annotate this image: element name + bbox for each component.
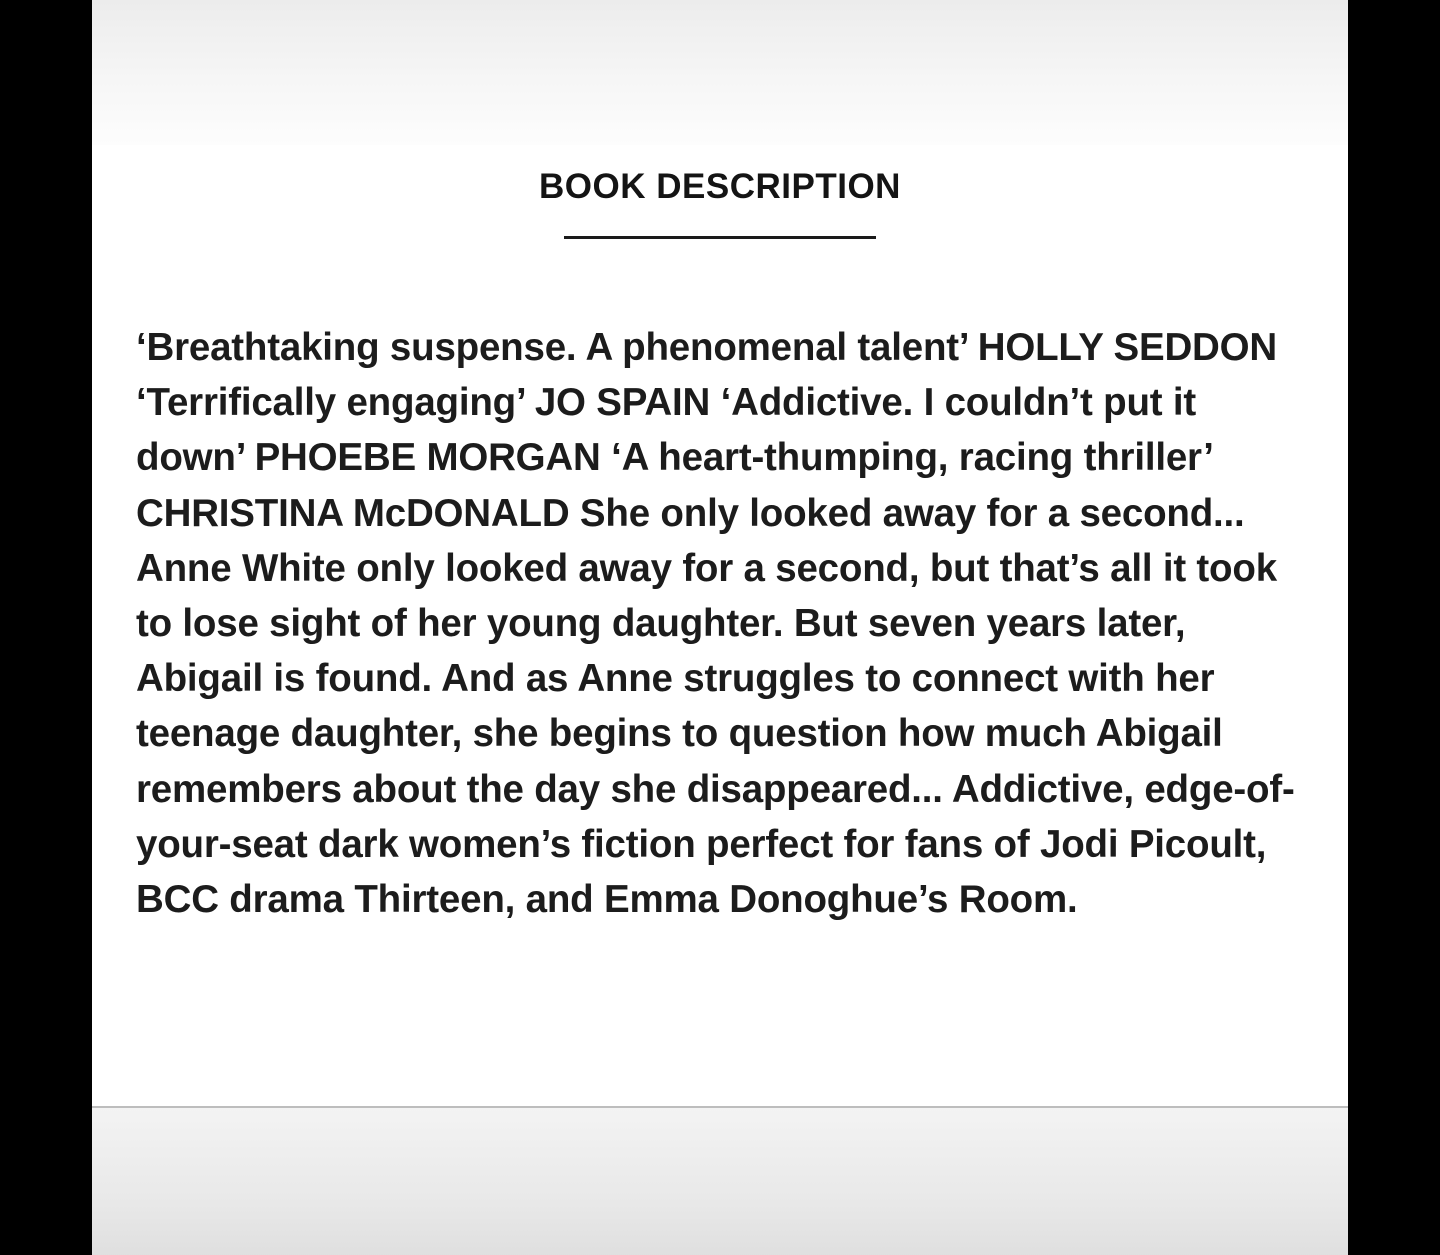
bottom-bar [92,1106,1348,1255]
section-title: BOOK DESCRIPTION [539,167,901,206]
book-description-text: ‘Breathtaking suspense. A phenomenal talent’ HOLLY SEDDON ‘Terrifically engaging’ JO SPAIN ‘Addictive. I couldn’t put it down’ PHOEBE MORGAN ‘A heart-thumping, racing thriller’ CHRISTINA McDONALD She only looked away for a second... Anne White only looked away for a second, but that’s all it took to lose sight of her young daughter. But seven years later, Abigail is found. And as Anne struggles to connect with her teenage daughter, she begins to question how much Abigail remembers about the day she disappeared... Addictive, edge-of-your-seat dark women’s fiction perfect for fans of Jodi Picoult, BCC drama Thirteen, and Emma Donoghue’s Room. [136,326,1295,922]
title-underline [564,236,876,239]
top-fade-bar [92,0,1348,145]
book-description-page [92,0,1348,1255]
